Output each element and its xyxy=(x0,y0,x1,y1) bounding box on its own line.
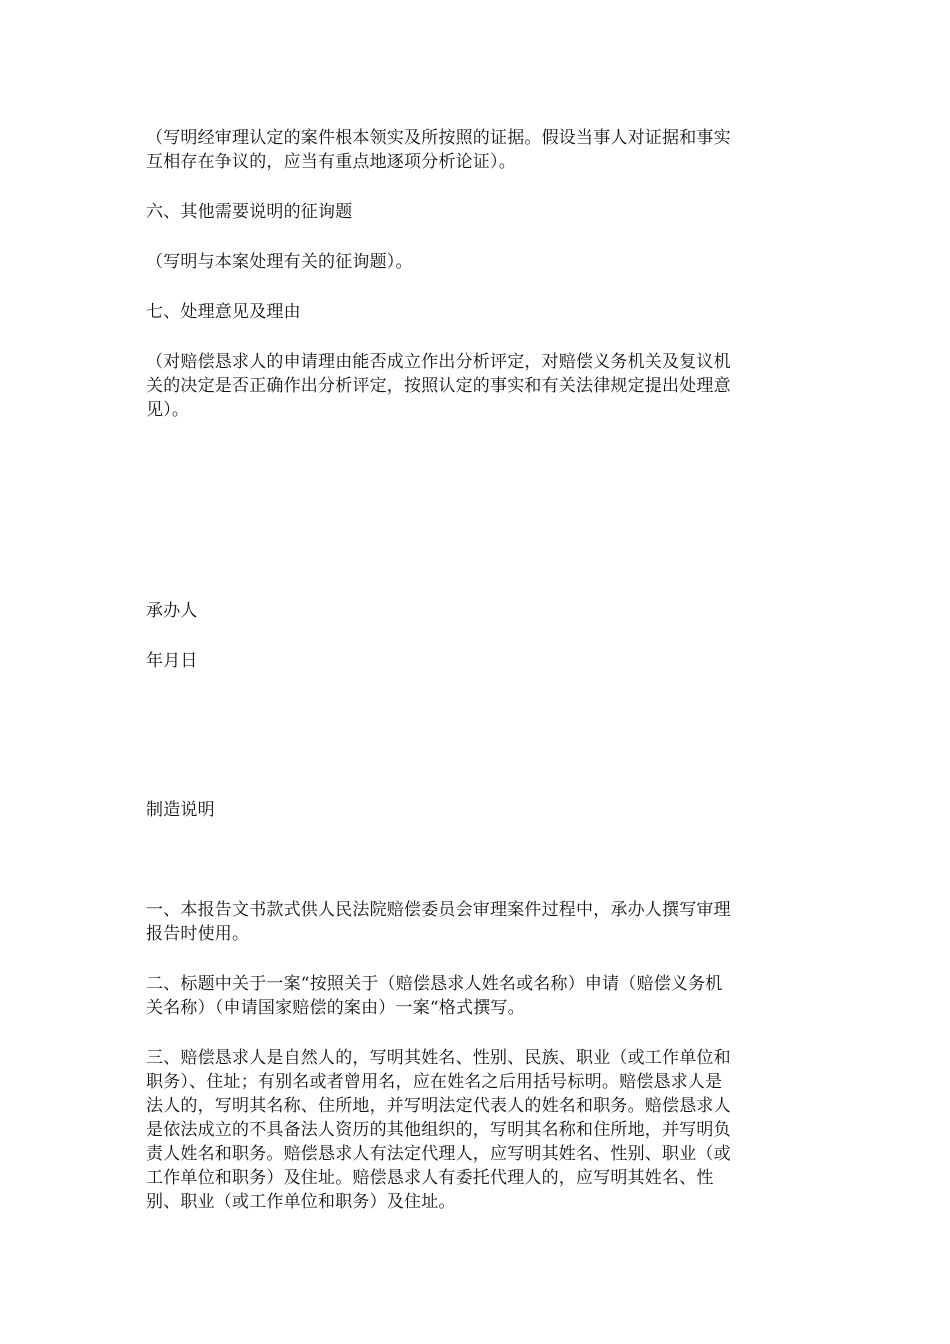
section-7-heading: 七、处理意见及理由 xyxy=(146,302,301,322)
text-line: 责人姓名和职务。赔偿恳求人有法定代理人，应写明其姓名、性别、职业（或 xyxy=(146,1144,731,1164)
note-3-paragraph xyxy=(146,1046,806,1214)
text-line: （对赔偿恳求人的申请理由能否成立作出分析评定，对赔偿义务机关及复议机 xyxy=(146,352,731,372)
text-line: 关的决定是否正确作出分析评定，按照认定的事实和有关法律规定提出处理意 xyxy=(146,376,731,396)
text-line: 二、标题中关于一案“按照关于（赔偿恳求人姓名或名称）申请（赔偿义务机 xyxy=(146,974,723,994)
text-line: 一、本报告文书款式供人民法院赔偿委员会审理案件过程中，承办人撰写审理 xyxy=(146,900,731,920)
text-line: 报告时使用。 xyxy=(146,924,250,944)
text-line: 别、职业（或工作单位和职务）及住址。 xyxy=(146,1192,456,1212)
section-7-note-paragraph xyxy=(146,350,806,422)
text-line: 法人的，写明其名称、住所地，并写明法定代表人的姓名和职务。赔偿恳求人 xyxy=(146,1096,731,1116)
handler-label: 承办人 xyxy=(146,601,198,621)
notes-title: 制造说明 xyxy=(146,800,215,820)
section-6-heading: 六、其他需要说明的征询题 xyxy=(146,202,353,222)
date-label: 年月日 xyxy=(146,651,198,671)
text-line: 是依法成立的不具备法人资历的其他组织的，写明其名称和住所地，并写明负 xyxy=(146,1120,731,1140)
note-1-paragraph xyxy=(146,898,806,946)
text-line: 互相存在争议的，应当有重点地逐项分析论证）。 xyxy=(146,152,516,172)
text-line: （写明经审理认定的案件根本领实及所按照的证据。假设当事人对证据和事实 xyxy=(146,128,731,148)
text-line: 见）。 xyxy=(146,400,190,420)
section-6-note: （写明与本案处理有关的征询题）。 xyxy=(146,252,413,272)
text-line: 工作单位和职务）及住址。赔偿恳求人有委托代理人的，应写明其姓名、性 xyxy=(146,1168,714,1188)
note-2-paragraph xyxy=(146,972,806,1020)
text-line: 三、赔偿恳求人是自然人的，写明其姓名、性别、民族、职业（或工作单位和 xyxy=(146,1048,731,1068)
facts-note-paragraph xyxy=(146,126,806,174)
text-line: 关名称）（申请国家赔偿的案由）一案“格式撰写。 xyxy=(146,998,525,1018)
text-line: 职务）、住址；有别名或者曾用名，应在姓名之后用括号标明。赔偿恳求人是 xyxy=(146,1072,723,1092)
